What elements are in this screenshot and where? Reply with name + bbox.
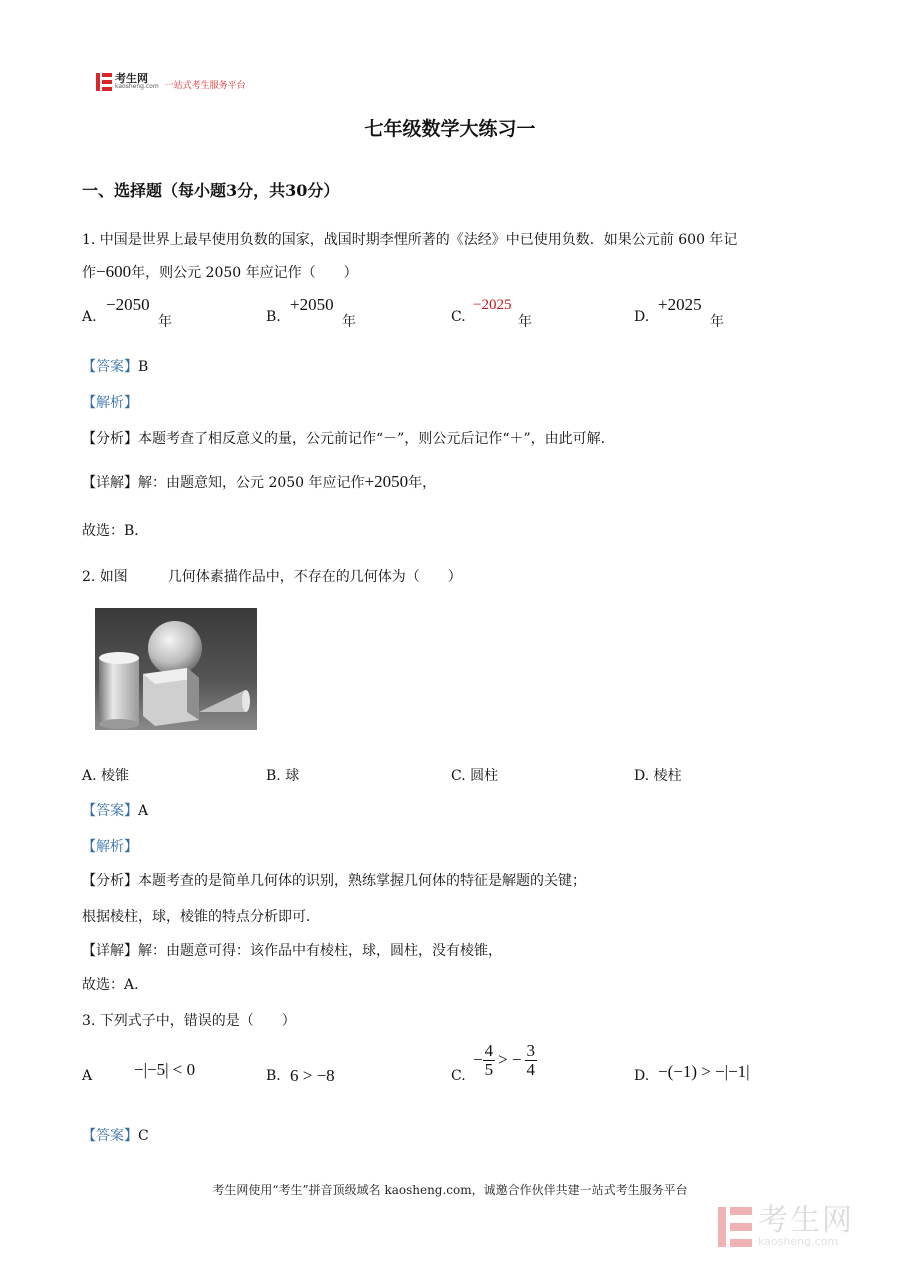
- q2-analysis-tag: 【解析】: [82, 839, 138, 855]
- q2-option-b[interactable]: B. 球: [266, 768, 300, 784]
- watermark-name: 考生网: [758, 1203, 854, 1238]
- q1-fenxi: 【分析】本题考查了相反意义的量，公元前记作“－”，则公元后记作“＋”，由此可解．: [82, 431, 615, 447]
- q2-answer: 【答案】A: [82, 803, 149, 819]
- q2-fenxi: 【分析】本题考查的是简单几何体的识别，熟练掌握几何体的特征是解题的关键；: [82, 873, 586, 889]
- q2-option-c[interactable]: C. 圆柱: [451, 768, 499, 784]
- q2-fenxi2: 根据棱柱，球，棱锥的特点分析即可．: [82, 909, 320, 925]
- watermark-logo-icon: [718, 1207, 752, 1247]
- q2-xiangjie: 【详解】解：由题意可得：该作品中有棱柱，球，圆柱，没有棱锥，: [82, 943, 502, 959]
- q3-answer: 【答案】C: [82, 1128, 149, 1144]
- logo-domain: kaosheng.com: [115, 83, 159, 90]
- logo-name: 考生网: [115, 72, 148, 85]
- watermark: [718, 1203, 854, 1248]
- geometry-sketch-image: [95, 608, 257, 730]
- q2-choose: 故选：A．: [82, 977, 149, 993]
- q3-line1: 3. 下列式子中，错误的是（ ）: [82, 1013, 296, 1029]
- header-logo: [96, 72, 246, 91]
- q1-line2: 作−600年，则公元 2050 年应记作（ ）: [82, 262, 358, 281]
- q1-xiangjie: 【详解】解：由题意知，公元 2050 年应记作+2050年，: [82, 472, 437, 491]
- q1-math: −600: [96, 262, 132, 281]
- section-heading: 一、选择题（每小题3分，共30分）: [82, 181, 340, 200]
- q2-line1: 2. 如图 几何体素描作品中，不存在的几何体为（ ）: [82, 569, 462, 585]
- q1-line1: 1. 中国是世界上最早使用负数的国家，战国时期李悝所著的《法经》中已使用负数．如果公元前 600 年记: [82, 232, 738, 248]
- logo-slogan: 一站式考生服务平台: [164, 81, 246, 91]
- q1-answer: 【答案】B: [82, 359, 149, 375]
- q2-option-a[interactable]: A. 棱锥: [82, 768, 130, 784]
- q2-option-d[interactable]: D. 棱柱: [634, 768, 682, 784]
- watermark-domain: kaosheng.com: [758, 1235, 839, 1248]
- page-title: 七年级数学大练习一: [364, 118, 536, 140]
- page-footer: 考生网使用“考生”拼音顶级域名 kaosheng.com，诚邀合作伙伴共建一站式考生服务平台: [212, 1183, 688, 1197]
- q1-choose: 故选：B．: [82, 523, 149, 539]
- logo-icon: [96, 73, 112, 91]
- q1-analysis-tag: 【解析】: [82, 395, 138, 411]
